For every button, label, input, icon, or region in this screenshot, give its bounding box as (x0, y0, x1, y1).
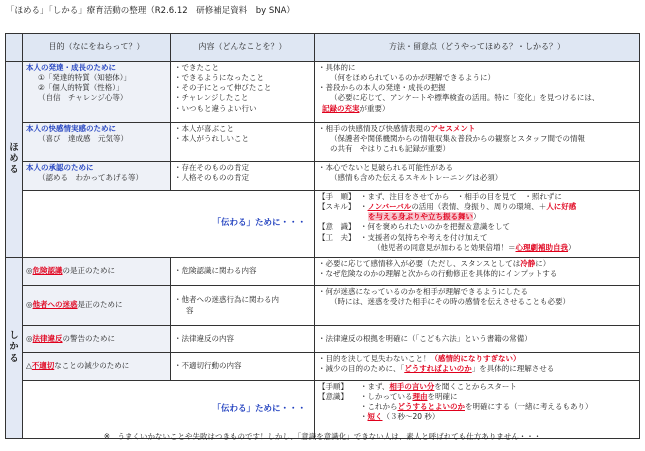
method-text: に） (535, 259, 551, 268)
method-text: ・まず、 (360, 382, 390, 391)
section-char: め (9, 153, 19, 164)
method-line: ・具体的に (318, 63, 356, 72)
shikaru-row-4 (6, 353, 640, 381)
purpose-cell (23, 326, 171, 353)
purpose-text: の是正のために (62, 266, 116, 276)
purpose-cell (23, 123, 171, 162)
method-line (318, 412, 636, 422)
shikaru-row-1 (6, 258, 640, 286)
method-line (318, 392, 636, 402)
content-line: ・人格そのものの肯定 (174, 173, 249, 183)
method-cell (315, 353, 640, 381)
method-text: を聞くことからスタート (434, 382, 517, 391)
label-awareness: 【意識】 (318, 392, 348, 402)
method-line (318, 233, 636, 243)
purpose-line: ①「発達的特質（知徳体）」 (38, 73, 131, 83)
purpose-line: ②「個人的特質（性格）」 (38, 83, 124, 93)
section-homeru (6, 62, 23, 258)
content-cell (171, 286, 315, 326)
method-line (318, 402, 636, 412)
method-line: の共有 やはりこれも記録が重要） (330, 144, 450, 154)
content-cell (171, 62, 315, 123)
method-line: （感情も含めた伝えるスキルトレーニングは必須） (330, 173, 503, 183)
tsutawaru-message: 「伝わる」ために・・・ (212, 403, 306, 414)
method-text: を明確にする（一緒に考えるもあり） (465, 402, 593, 412)
header-row (6, 34, 640, 62)
content-cell: ・法律違反の内容 (171, 326, 315, 353)
method-cell (315, 123, 640, 162)
content-line: ・その子にとって伸びたこと (174, 83, 272, 93)
section-char: る (9, 165, 19, 176)
method-line: ・なぜ危険なのかの理解と次からの行動修正を具体的にインプットする (318, 269, 558, 279)
purpose-cell (23, 162, 171, 191)
method-text: ・まず、注目をさせてから ・相手の目を見て ・照れずに (360, 192, 562, 201)
label-procedure: 【手順】 (318, 382, 348, 391)
method-line: （時には、迷惑を受けた相手にその時の感情を伝えさせることも必要） (330, 297, 570, 307)
method-cell (315, 258, 640, 286)
tsutawaru-message: 「伝わる」ために・・・ (212, 218, 306, 229)
method-header: 方法・留意点（どうやってほめる？・しかる？） (315, 34, 640, 62)
section-char: る (9, 353, 19, 364)
method-line: ・何が迷惑になっているのかを相手が理解できるようにしたる (318, 287, 528, 296)
purpose-cell (23, 258, 171, 286)
method-line (318, 192, 636, 202)
method-line (318, 354, 636, 364)
method-text: 」を具体的に理解させる (471, 364, 555, 374)
content-header: 内容（どんなことを？） (171, 34, 315, 62)
content-cell: ・不適切行動の内容 (171, 353, 315, 381)
content-line: ・チャレンジしたこと (174, 93, 249, 103)
what-to-do-emphasis: どうすればよいのか (404, 364, 472, 374)
content-cell (171, 123, 315, 162)
method-text: ・ (360, 412, 368, 422)
method-line (318, 259, 636, 269)
purpose-text: の警告のために (62, 333, 116, 343)
purpose-cell (23, 286, 171, 326)
method-text: ・ (360, 202, 368, 212)
method-cell: ・法律違反の根拠を明確に（「こども六法」という書籍の常備） (315, 326, 640, 353)
tsutawaru-cell (23, 381, 315, 439)
method-text: の活用（表情、身振り、周りの環境、＋ (411, 202, 547, 212)
good-impression-emphasis: 人に好感 (546, 202, 577, 212)
shikaru-row-3 (6, 326, 640, 353)
corner-cell (6, 34, 23, 62)
method-text: （３秒〜20 秒） (382, 412, 440, 422)
method-line (318, 104, 636, 114)
inappropriate-emphasis: 不適切 (31, 361, 55, 371)
method-text: が重要） (359, 103, 390, 113)
content-line: ・他者への迷惑行為に関わる内 (174, 295, 279, 305)
document-title: 「ほめる」「しかる」療育活動の整理（R2.6.12 研修補足資料 by SNA） (6, 6, 295, 16)
method-line: （何をほめられているのかが理解できるように） (330, 73, 495, 83)
method-text: ・これから (360, 402, 398, 412)
nuisance-emphasis: 他者への迷惑 (32, 300, 78, 310)
purpose-cell (23, 353, 171, 381)
homeru-row-2 (6, 123, 640, 162)
section-char: ほ (9, 142, 19, 153)
listen-emphasis: 相手の言い分 (389, 382, 435, 391)
method-text: を明確に (427, 392, 458, 402)
method-text: ・減少の目的のために、「 (318, 364, 405, 374)
tsutawaru-cell (23, 191, 315, 258)
purpose-cell (23, 62, 171, 123)
method-text: （他児者の同意見が加わると効果倍増！＝ (373, 242, 516, 252)
content-line: ・存在そのものの肯定 (174, 163, 249, 172)
purpose-prefix: ◎ (26, 333, 33, 343)
method-text: ・目的を決して見失わないこと！ (318, 354, 431, 363)
method-line (318, 124, 636, 134)
gesture-emphasis: を与える身ぶりや立ち振る舞い (368, 212, 473, 222)
purpose-text: 是正のために (77, 300, 123, 310)
footnote: ※ うまくいかないことや失敗はつきものです！しかし、「意識を意識化」できない人は、素人と呼ばれても仕方ありません・・・ (103, 432, 542, 441)
reason-emphasis: 理由 (412, 392, 428, 402)
method-line (318, 382, 636, 392)
record-emphasis: 記録の充実 (322, 103, 360, 113)
law-emphasis: 法律違反 (32, 333, 63, 343)
content-line: ・本人がうれしいこと (174, 134, 249, 144)
content-line: 容 (186, 305, 194, 315)
purpose-text: なことの減少のために (54, 361, 130, 371)
method-text: ） (568, 242, 576, 252)
section-char: か (9, 342, 19, 353)
homeru-row-3 (6, 162, 640, 191)
content-cell (171, 162, 315, 191)
label-procedure: 【手 順】 (318, 192, 356, 201)
nonverbal-emphasis: ノンバーバル (367, 202, 412, 212)
method-cell (315, 191, 640, 258)
label-ingenuity: 【工 夫】 (318, 232, 356, 242)
homeru-row-4 (6, 191, 640, 258)
psychodrama-emphasis: 心理劇補助自我 (515, 242, 568, 252)
content-cell: ・危険認識に関わる内容 (171, 258, 315, 286)
content-line: ・本人が喜ぶこと (174, 124, 234, 133)
method-cell (315, 286, 640, 326)
method-text: ・相手の快感情及び快感情表現の (318, 124, 431, 133)
method-line: ・普段からの本人の発達・成長の把握 (318, 83, 446, 93)
danger-emphasis: 危険認識 (32, 266, 63, 276)
short-emphasis: 短く (367, 412, 383, 422)
method-text: ・必要に応じて感情移入が必要（ただし、スタンスとしては (318, 259, 521, 268)
label-awareness: 【意 識】 (318, 222, 356, 232)
purpose-line: （喜び 達成感 元気等） (38, 134, 128, 144)
assessment-emphasis: アセスメント (430, 124, 476, 133)
purpose-prefix: ◎ (26, 266, 33, 276)
content-line: ・できるようになったこと (174, 73, 264, 83)
purpose-title: 本人の快感情実感のために (26, 124, 116, 133)
calm-emphasis: 冷静 (520, 259, 536, 268)
method-text: ・支援者の気持ちや考えを付け加えて (360, 232, 488, 242)
method-line: （保護者や関係機関からの情報収集＆普段からの観察とスタッフ間での情報 (330, 134, 585, 144)
content-line: ・できたこと (174, 63, 219, 72)
purpose-title: 本人の承認のために (26, 163, 94, 172)
purpose-line: （自信 チャレンジ心等） (38, 93, 128, 103)
purpose-prefix: △ (26, 361, 32, 371)
purpose-header: 目的（なにをねらって？） (23, 34, 171, 62)
shikaru-row-5 (6, 381, 640, 439)
homeru-row-1 (6, 62, 640, 123)
method-line (318, 212, 636, 222)
method-text: ） (473, 212, 481, 222)
method-cell (315, 62, 640, 123)
shikaru-row-2 (6, 286, 640, 326)
method-line (318, 364, 636, 374)
section-char: し (9, 331, 19, 342)
purpose-line: （認める わかってあげる等） (38, 173, 143, 183)
method-line (318, 243, 636, 253)
purpose-title: 本人の発達・成長のために (26, 63, 116, 72)
not-emotional-emphasis: （感情的になりすぎない） (430, 354, 521, 363)
activity-table (5, 33, 640, 439)
method-cell (315, 381, 640, 439)
section-shikaru (6, 258, 23, 439)
method-line: （必要に応じて、アンケートや標準検査の活用。特に「変化」を見つけるには、 (330, 93, 600, 103)
method-cell (315, 162, 640, 191)
content-line: ・いつもと違うよい行い (174, 103, 257, 113)
method-line (318, 222, 636, 232)
purpose-prefix: ◎ (26, 300, 33, 310)
method-text: ・しかっている (360, 392, 413, 402)
method-line: ・本心でないと見破られる可能性がある (318, 163, 453, 172)
label-skill: 【スキル】 (318, 202, 356, 212)
method-text: ・何を褒められたいのかを把握＆意識をして (360, 222, 510, 232)
how-to-improve-emphasis: どうするとよいのか (397, 402, 465, 412)
method-line (318, 202, 636, 212)
